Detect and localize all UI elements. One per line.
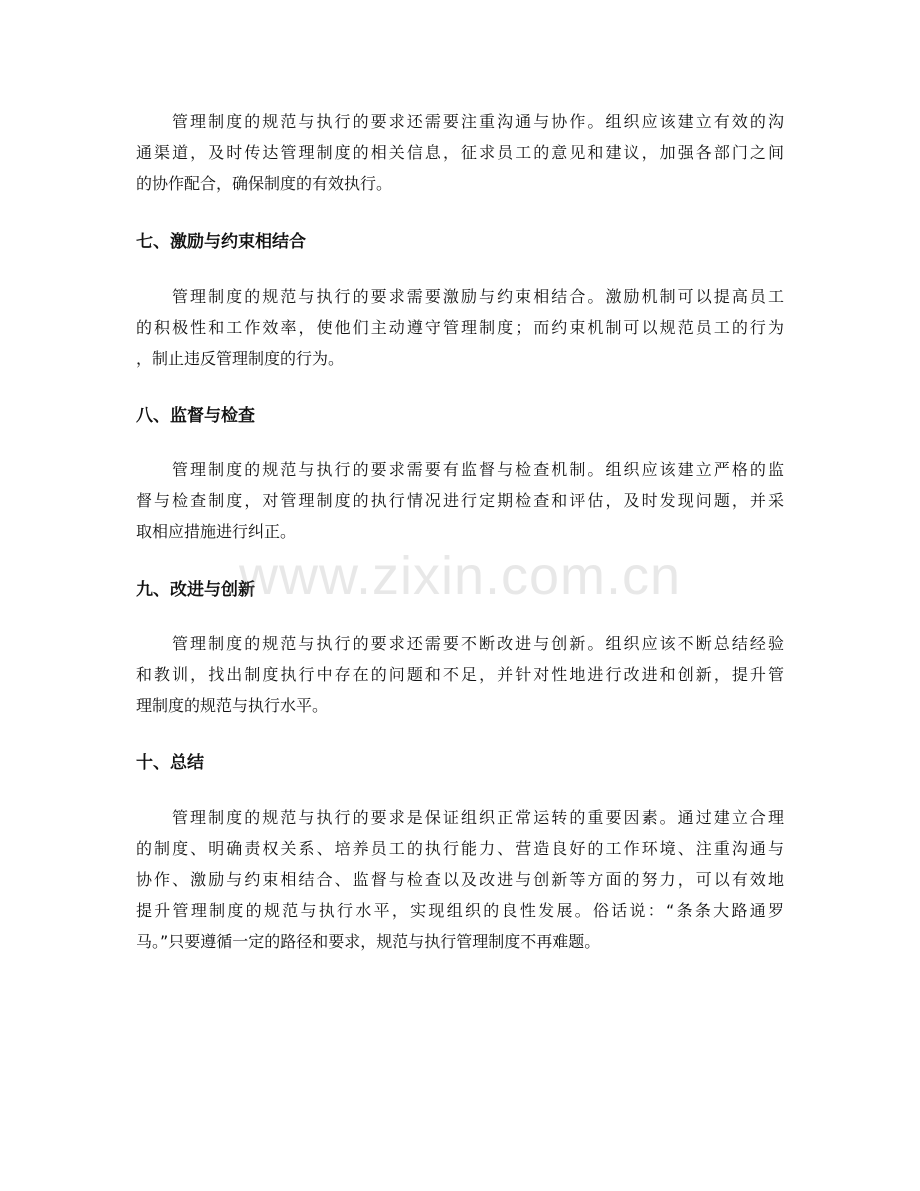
paragraph-line: 的制度、明确责权关系、培养员工的执行能力、营造良好的工作环境、注重沟通与 [136,839,784,858]
paragraph-line: 马。”只要遵循一定的路径和要求，规范与执行管理制度不再难题。 [136,932,601,951]
paragraph-line: 的协作配合，确保制度的有效执行。 [136,174,393,193]
paragraph-line: 理制度的规范与执行水平。 [136,696,329,715]
paragraph-line: 通渠道，及时传达管理制度的相关信息，征求员工的意见和建议，加强各部门之间 [136,143,784,162]
paragraph-line: 和教训，找出制度执行中存在的问题和不足，并针对性地进行改进和创新，提升管 [136,665,784,684]
paragraph-line: 管理制度的规范与执行的要求是保证组织正常运转的重要因素。通过建立合理 [172,808,784,827]
paragraph-line: 管理制度的规范与执行的要求需要激励与约束相结合。激励机制可以提高员工 [172,287,784,306]
section-heading-improvement: 九、改进与创新 [136,580,255,600]
paragraph-line: 督与检查制度，对管理制度的执行情况进行定期检查和评估，及时发现问题，并采 [136,491,784,510]
paragraph-line: 提升管理制度的规范与执行水平，实现组织的良性发展。俗话说：“条条大路通罗 [136,901,784,920]
paragraph-incentive [136,281,784,374]
paragraph-line: 管理制度的规范与执行的要求还需要不断改进与创新。组织应该不断总结经验 [172,634,784,653]
paragraph-summary [136,802,784,957]
watermark: www.zixin.com.cn [238,546,682,606]
paragraph-line: 管理制度的规范与执行的要求需要有监督与检查机制。组织应该建立严格的监 [172,460,784,479]
paragraph-line: 管理制度的规范与执行的要求还需要注重沟通与协作。组织应该建立有效的沟 [172,112,784,131]
paragraph-line: ，制止违反管理制度的行为。 [136,349,345,368]
paragraph-line: 协作、激励与约束相结合、监督与检查以及改进与创新等方面的努力，可以有效地 [136,870,784,889]
section-heading-summary: 十、总结 [136,753,204,773]
section-heading-incentive: 七、激励与约束相结合 [136,232,306,252]
paragraph-improvement [136,628,784,721]
paragraph-communication [136,106,784,199]
paragraph-line: 取相应措施进行纠正。 [136,522,297,541]
section-heading-supervision: 八、监督与检查 [136,406,255,426]
paragraph-line: 的积极性和工作效率，使他们主动遵守管理制度；而约束机制可以规范员工的行为 [136,318,784,337]
paragraph-supervision [136,454,784,547]
